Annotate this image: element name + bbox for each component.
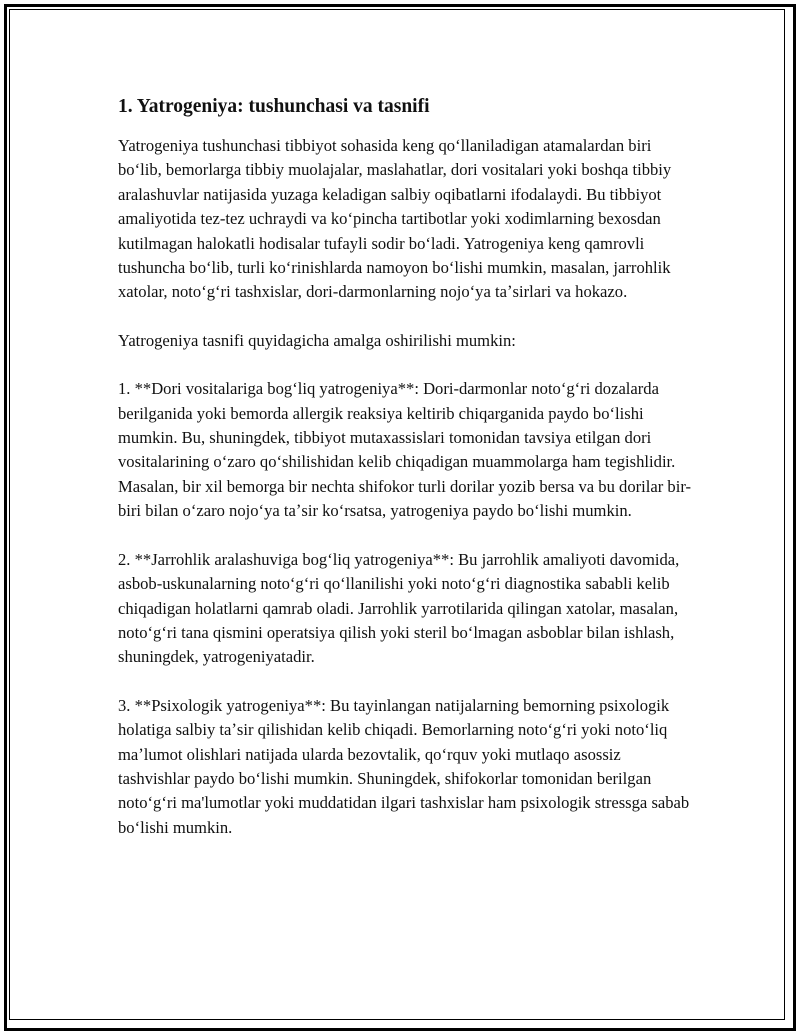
- paragraph-psychological-iatrogeny: 3. **Psixologik yatrogeniya**: Bu tayinlangan natijalarning bemorning psixologik holatiga salbiy taʼsir qilishidan kelib chiqadi. Bemorlarning notoʻgʻri yoki notoʻliq maʼlumot olishlari natijada ularda bezovtalik, qoʻrquv yoki mutlaqo asossiz tashvishlar paydo boʻlishi mumkin. Shuningdek, shifokorlar tomonidan berilgan notoʻgʻri ma'lumotlar yoki muddatidan ilgari tashxislar ham psixologik stressga sabab boʻlishi mumkin.: [118, 695, 690, 837]
- paragraph-drug-iatrogeny: 1. **Dori vositalariga bogʻliq yatrogeniya**: Dori-darmonlar notoʻgʻri dozalarda berilganida yoki bemorda allergik reaksiya keltirib chiqarganida paydo boʻlishi mumkin. Bu, shuningdek, tibbiyot mutaxassislari tomonidan tavsiya etilgan dori vositalarining oʻzaro qoʻshilishidan kelib chiqadigan muammolarga ham tegishlidir. Masalan, bir xil bemorga bir nechta shifokor turli dorilar yozib bersa va bu dorilar bir-biri bilan oʻzaro nojoʻya taʼsir koʻrsatsa, yatrogeniya paydo boʻlishi mumkin.: [118, 379, 692, 521]
- document-title: 1. Yatrogeniya: tushunchasi va tasnifi: [118, 96, 430, 117]
- paragraph-intro: Yatrogeniya tushunchasi tibbiyot sohasida keng qoʻllaniladigan atamalardan biri boʻlib, bemorlarga tibbiy muolajalar, maslahatlar, dori vositalari yoki boshqa tibbiy aralashuvlar natijasida yuzaga keladigan salbiy oqibatlarni ifodalaydi. Bu tibbiyot amaliyotida tez-tez uchraydi va koʻpincha tartibotlar yoki xodimlarning bexosdan kutilmagan halokatli hodisalar tufayli sodir boʻladi. Yatrogeniya keng qamrovli tushuncha boʻlib, turli koʻrinishlarda namoyon boʻlishi mumkin, masalan, jarrohlik xatolar, notoʻgʻri tashxislar, dori-darmonlarning nojoʻya taʼsirlari va hokazo.: [118, 136, 672, 302]
- paragraph-surgical-iatrogeny: 2. **Jarrohlik aralashuviga bogʻliq yatrogeniya**: Bu jarrohlik amaliyoti davomida, asbob-uskunalarning notoʻgʻri qoʻllanilishi yoki notoʻgʻri diagnostika sababli kelib chiqadigan holatlarni qamrab oladi. Jarrohlik yarrotilarida qilingan xatolar, masalan, notoʻgʻri tana qismini operatsiya qilish yoki steril boʻlmagan asboblar bilan ishlash, shuningdek, yatrogeniyatadir.: [118, 549, 680, 667]
- paragraph-classification-lead: Yatrogeniya tasnifi quyidagicha amalga oshirilishi mumkin:: [118, 330, 516, 350]
- document-body: [118, 92, 693, 864]
